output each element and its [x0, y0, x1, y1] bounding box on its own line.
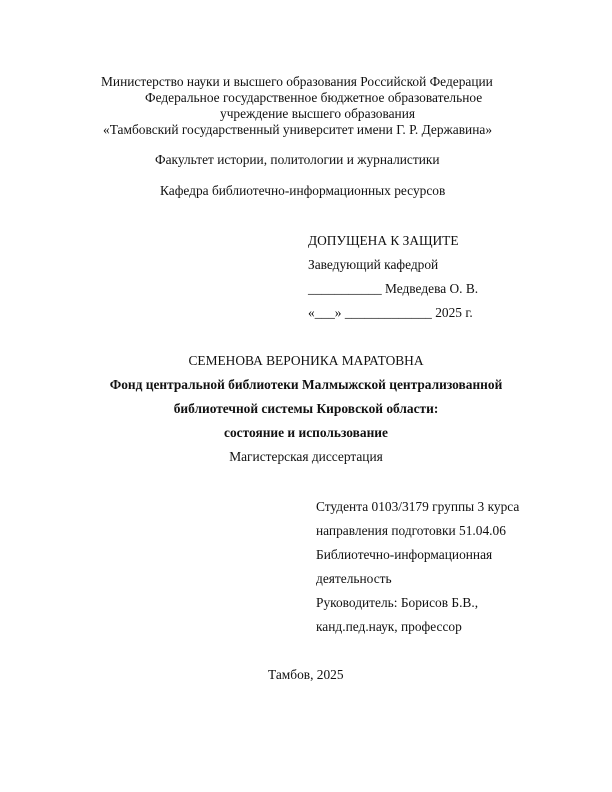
department-name: Кафедра библиотечно-информационных ресурсов	[160, 183, 446, 198]
place-year: Тамбов, 2025	[268, 667, 344, 682]
university-name: «Тамбовский государственный университет имени Г. Р. Державина»	[103, 122, 493, 137]
ministry-text: Министерство науки и высшего образования Российской Федерации	[101, 74, 493, 89]
student-info-line-3: Библиотечно-информационная	[316, 547, 493, 562]
approval-position: Заведующий кафедрой	[308, 257, 439, 272]
approval-title: ДОПУЩЕНА К ЗАЩИТЕ	[308, 233, 459, 248]
supervisor-degree-line: канд.пед.наук, профессор	[316, 619, 462, 634]
student-info-line-2: направления подготовки 51.04.06	[316, 523, 506, 538]
faculty-name: Факультет истории, политологии и журналистики	[155, 152, 440, 167]
supervisor-line: Руководитель: Борисов Б.В.,	[316, 595, 479, 610]
institution-line-1: Федеральное государственное бюджетное образовательное	[145, 90, 483, 105]
thesis-title-line-3: состояние и использование	[224, 425, 388, 440]
student-info-line-4: деятельность	[316, 571, 392, 586]
thesis-title-line-2: библиотечной системы Кировской области:	[173, 401, 439, 416]
institution-line-2: учреждение высшего образования	[220, 106, 416, 121]
author-name: СЕМЕНОВА ВЕРОНИКА МАРАТОВНА	[188, 353, 424, 368]
thesis-title-line-1: Фонд центральной библиотеки Малмыжской централизованной	[109, 377, 503, 392]
approval-date: «___» _____________ 2025 г.	[308, 305, 473, 320]
thesis-type: Магистерская диссертация	[229, 449, 383, 464]
approval-signature: ___________ Медведева О. В.	[308, 281, 479, 296]
student-info-line-1: Студента 0103/3179 группы 3 курса	[316, 499, 520, 514]
